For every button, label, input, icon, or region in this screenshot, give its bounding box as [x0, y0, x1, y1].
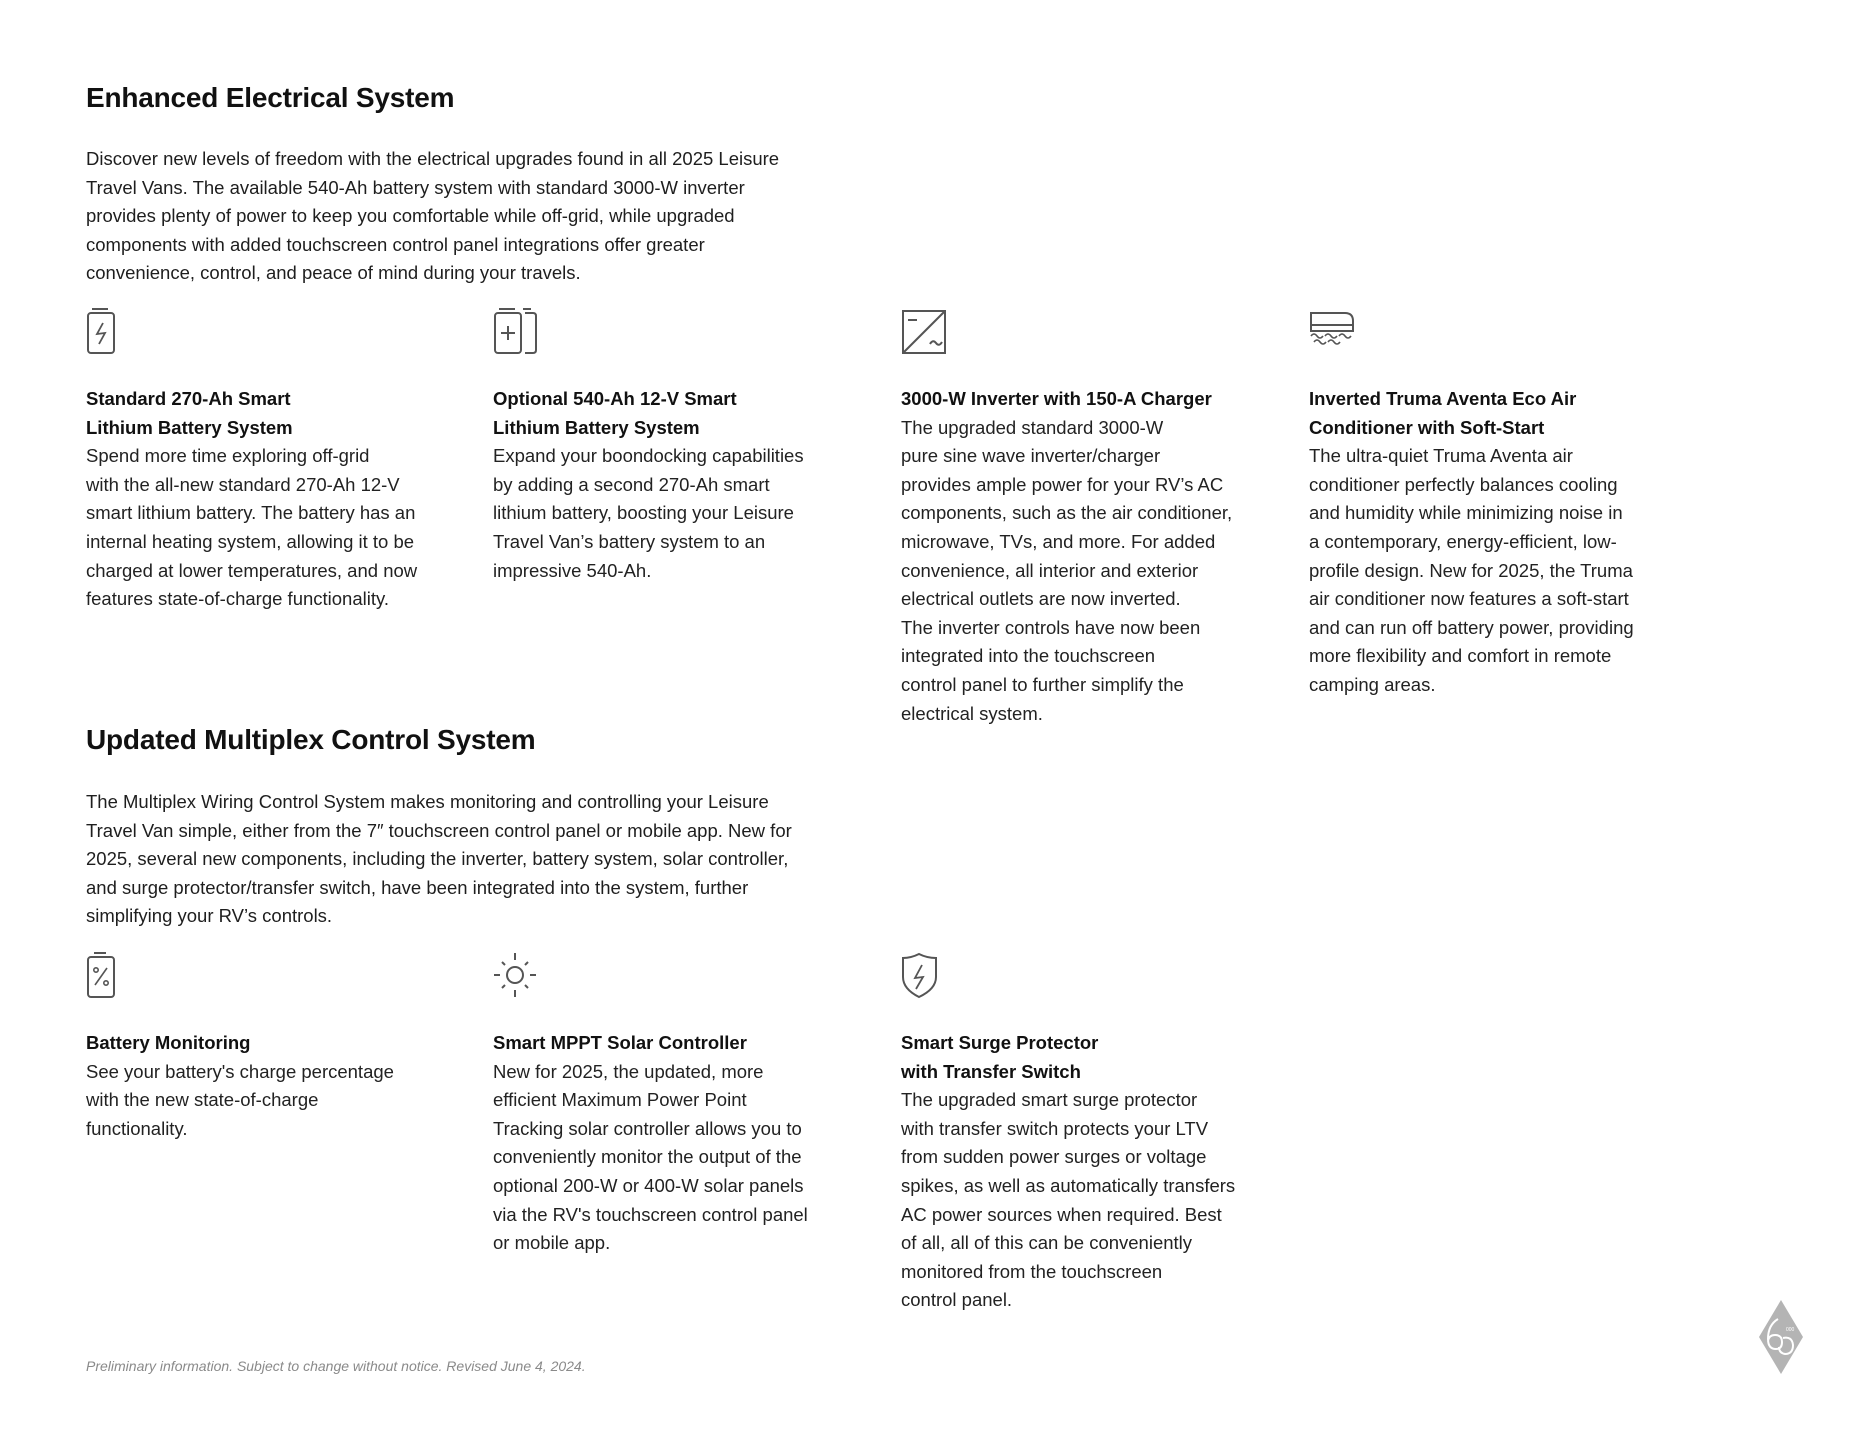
feature-title: Optional 540-Ah 12-V Smart Lithium Battery System — [493, 388, 737, 438]
feature-description: Spend more time exploring off-grid with the all-new standard 270-Ah 12-V smart lithium battery. The battery has an internal heating system, allowing it to be charged at lower temperatures, and now features state-of-charge functionality. — [86, 445, 418, 610]
feature-description: New for 2025, the updated, more efficient Maximum Power Point Tracking solar controller allows you to conveniently monitor the output of the optional 200-W or 400-W solar panels via the RV's touchscreen control panel or mobile app. — [493, 1060, 808, 1254]
dual-battery-plus-icon — [493, 307, 541, 355]
anniversary-logo — [1758, 1299, 1804, 1375]
battery-charge-icon — [86, 307, 134, 355]
feature-title: 3000-W Inverter with 150-A Charger — [901, 388, 1212, 409]
feature-title: Inverted Truma Aventa Eco Air Conditioner with Soft-Start — [1309, 388, 1577, 438]
svg-text:000: 000 — [1786, 1327, 1795, 1333]
sun-icon — [493, 951, 541, 999]
section-heading-electrical: Enhanced Electrical System — [86, 82, 455, 113]
feature-surge-protector — [901, 951, 1281, 1315]
section-heading-multiplex: Updated Multiplex Control System — [86, 724, 536, 755]
inverter-dc-ac-icon — [901, 307, 949, 355]
feature-standard-battery — [86, 307, 466, 614]
section-intro-electrical: Discover new levels of freedom with the electrical upgrades found in all 2025 Leisure Travel Vans. The available 540-Ah battery system with standard 3000-W inverter provides plenty of power to keep you comfortable while off-grid, while upgraded components with added touchscreen control panel integrations offer greater convenience, control, and peace of mind during your travels. — [86, 148, 780, 284]
section-intro-multiplex: The Multiplex Wiring Control System makes monitoring and controlling your Leisure Travel Van simple, either from the 7″ touchscreen control panel or mobile app. New for 2025, several new components, including the inverter, battery system, solar controller, and surge protector/transfer switch, have been integrated into the system, further simplifying your RV’s controls. — [86, 791, 792, 927]
feature-title: Smart MPPT Solar Controller — [493, 1032, 747, 1053]
feature-air-conditioner — [1309, 307, 1689, 700]
air-conditioner-icon — [1309, 307, 1357, 355]
feature-title: Smart Surge Protector with Transfer Switch — [901, 1032, 1099, 1082]
feature-title: Battery Monitoring — [86, 1032, 251, 1053]
feature-description: The ultra-quiet Truma Aventa air conditioner perfectly balances cooling and humidity while minimizing noise in a contemporary, energy-efficient, low- profile design. New for 2025, the Truma air conditioner now features a soft-start and can run off battery power, providing more flexibility and comfort in remote camping areas. — [1309, 445, 1634, 695]
feature-inverter — [901, 307, 1281, 728]
shield-bolt-icon — [901, 951, 949, 999]
feature-description: See your battery's charge percentage with the new state-of-charge functionality. — [86, 1060, 394, 1139]
feature-description: Expand your boondocking capabilities by adding a second 270-Ah smart lithium battery, boosting your Leisure Travel Van’s battery system to an impressive 540-Ah. — [493, 445, 804, 581]
feature-description: The upgraded standard 3000-W pure sine wave inverter/charger provides ample power for your RV’s AC components, such as the air conditioner, microwave, TVs, and more. For added convenience, all interior and exterior electrical outlets are now inverted. The inverter controls have now been integrated into the touchscreen control panel to further simplify the electrical system. — [901, 416, 1233, 724]
feature-title: Standard 270-Ah Smart Lithium Battery System — [86, 388, 293, 438]
disclaimer: Preliminary information. Subject to change without notice. Revised June 4, 2024. — [86, 1358, 586, 1374]
feature-solar-controller — [493, 951, 873, 1258]
feature-optional-battery — [493, 307, 873, 585]
battery-percent-icon — [86, 951, 134, 999]
feature-description: The upgraded smart surge protector with transfer switch protects your LTV from sudden power surges or voltage spikes, as well as automatically transfers AC power sources when required. Best of all, all of this can be conveniently monitored from the touchscreen control panel. — [901, 1089, 1236, 1311]
feature-battery-monitoring — [86, 951, 466, 1143]
